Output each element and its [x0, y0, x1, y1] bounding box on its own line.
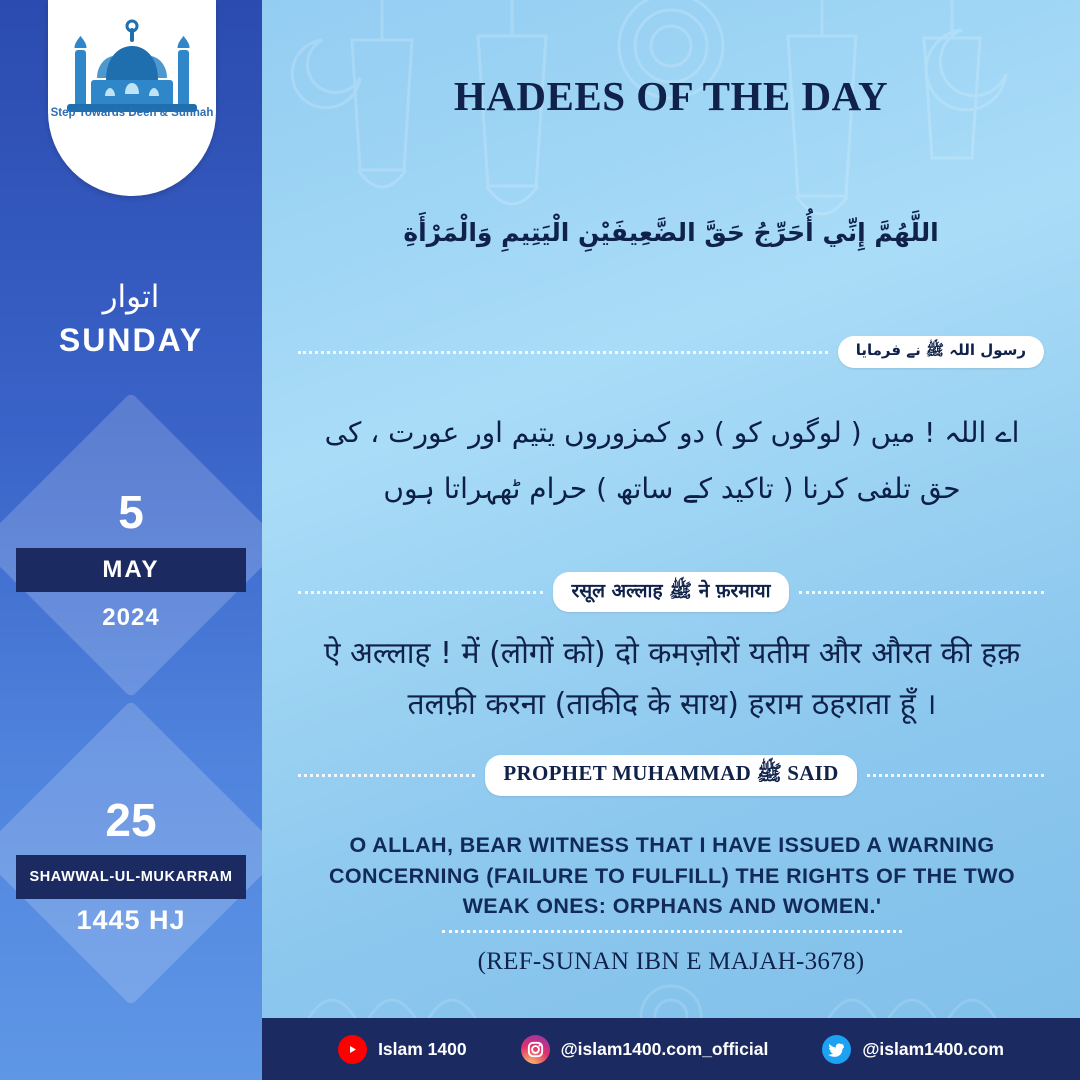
- main-panel: [262, 0, 1080, 1080]
- gregorian-date-diamond: [0, 392, 262, 697]
- social-link-twitter[interactable]: [822, 1035, 1004, 1064]
- dotted-rule: [298, 774, 475, 777]
- hijri-date-diamond: [0, 700, 262, 1005]
- hijri-month-band: [16, 855, 246, 899]
- dotted-rule: [799, 591, 1044, 594]
- hindi-attribution-label: रसूल अल्लाह ﷺ ने फ़रमाया: [553, 572, 788, 612]
- dotted-rule: [298, 351, 828, 354]
- english-attribution-label: PROPHET MUHAMMAD ﷺ SAID: [485, 755, 856, 796]
- gregorian-day: 5: [118, 486, 144, 538]
- urdu-hadith-text: اے اللہ ! میں ( لوگوں کو ) دو کمزوروں یتیم اور عورت ، کی حق تلفی کرنا ( تاکید کے ساتھ ) حرام ٹھہراتا ہوں: [324, 416, 1020, 505]
- gregorian-year: 2024: [102, 604, 160, 631]
- urdu-attribution-label: رسول اللہ ﷺ نے فرمایا: [838, 336, 1044, 368]
- day-english-label: SUNDAY: [58, 322, 204, 359]
- reference-divider: [442, 930, 902, 933]
- twitter-handle: @islam1400.com: [862, 1038, 1004, 1059]
- dotted-rule: [298, 591, 543, 594]
- hijri-year: 1445 HJ: [76, 905, 186, 935]
- hindi-hadith-text: ऐ अल्लाह ! में (लोगों को) दो कमज़ोरों यतीम और औरत की हक़ तलफ़ी करना (ताकीद के साथ) हराम ठहराता हूँ ।: [323, 636, 1021, 722]
- brand-logo-panel[interactable]: [48, 0, 216, 196]
- brand-tagline: Step Towards Deen & Sunnah: [50, 107, 214, 119]
- english-label-row: [298, 755, 1044, 796]
- sidebar: [0, 0, 262, 1080]
- urdu-label-row: [298, 336, 1044, 368]
- arabic-hadith-text: اللَّهُمَّ إِنِّي أُحَرِّجُ حَقَّ الضَّعِيفَيْنِ الْيَتِيمِ وَالْمَرْأَةِ: [403, 218, 939, 247]
- page-title: HADEES OF THE DAY: [453, 73, 889, 119]
- instagram-handle: @islam1400.com_official: [560, 1038, 769, 1059]
- gregorian-month-band: [16, 548, 246, 592]
- lantern-pattern-decoration: [262, 0, 1080, 320]
- hijri-month: SHAWWAL-UL-MUKARRAM: [29, 869, 233, 885]
- hadith-reference: (REF-SUNAN IBN E MAJAH-3678): [477, 948, 865, 975]
- english-hadith-text: O ALLAH, BEAR WITNESS THAT I HAVE ISSUED A WARNING CONCERNING (FAILURE TO FULFILL) THE RIGHTS OF THE TWO WEAK ONES: ORPHANS AND WOMEN.': [328, 833, 1016, 919]
- social-link-youtube[interactable]: [338, 1035, 467, 1064]
- twitter-icon: [822, 1035, 851, 1064]
- youtube-icon: [338, 1035, 367, 1064]
- social-footer: [262, 1018, 1080, 1080]
- day-urdu-label: اتوار: [102, 279, 160, 315]
- hijri-day: 25: [105, 794, 157, 846]
- hindi-label-row: [298, 572, 1044, 612]
- social-link-instagram[interactable]: [521, 1035, 769, 1064]
- dotted-rule: [867, 774, 1044, 777]
- youtube-handle: Islam 1400: [378, 1038, 467, 1059]
- gregorian-month: MAY: [102, 556, 160, 583]
- day-block: [0, 280, 262, 359]
- mosque-logo-icon: [48, 10, 216, 120]
- instagram-icon: [521, 1035, 550, 1064]
